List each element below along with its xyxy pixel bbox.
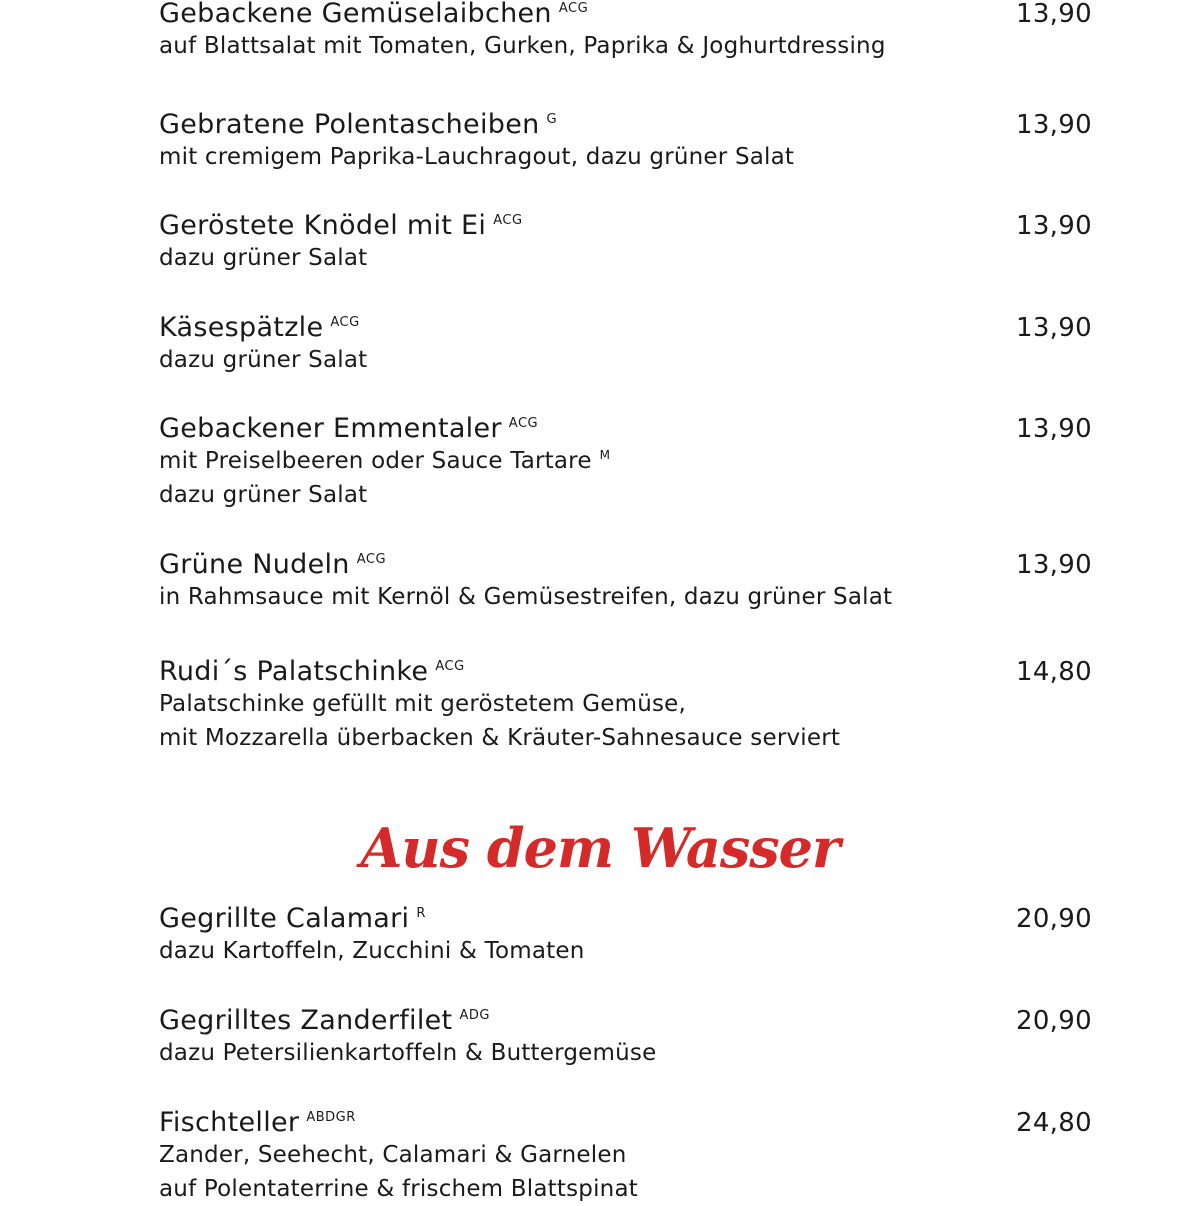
dish-name-text: Gebackene Gemüselaibchen (159, 0, 552, 29)
dish-description-text: dazu grüner Salat (159, 347, 368, 373)
dish-description (159, 241, 1099, 275)
dish-description-text: auf Blattsalat mit Tomaten, Gurken, Paprika & Joghurtdressing (159, 33, 886, 59)
allergen-codes: ACG (558, 1, 589, 16)
allergen-codes: ACG (493, 213, 523, 228)
dish-description-text: Palatschinke gefüllt mit geröstetem Gemüse, (159, 691, 687, 717)
dish-price: 24,80 (1016, 1108, 1092, 1138)
dish-description (159, 29, 1099, 63)
menu-item (159, 110, 1099, 174)
dish-name (159, 0, 1099, 29)
dish-description (159, 140, 1099, 174)
dish-description (159, 687, 1099, 721)
dish-description-text: in Rahmsauce mit Kernöl & Gemüsestreifen, dazu grüner Salat (159, 584, 893, 610)
dish-description-text: dazu Petersilienkartoffeln & Buttergemüse (159, 1040, 657, 1066)
allergen-codes: M (599, 448, 611, 463)
dish-description (159, 580, 1099, 614)
dish-name (159, 211, 1099, 241)
menu-item (159, 550, 1099, 614)
dish-name (159, 657, 1099, 687)
dish-description-text: Zander, Seehecht, Calamari & Garnelen (159, 1142, 627, 1168)
allergen-codes: ACG (330, 315, 360, 330)
dish-name-text: Käsespätzle (159, 312, 324, 343)
dish-price: 13,90 (1016, 550, 1092, 580)
menu-item (159, 1108, 1099, 1206)
dish-description-text: auf Polentaterrine & frischem Blattspinat (159, 1176, 638, 1202)
dish-price: 13,90 (1016, 313, 1092, 343)
dish-price: 14,80 (1016, 657, 1092, 687)
dish-description (159, 343, 1099, 377)
dish-name (159, 313, 1099, 343)
dish-description-text: mit Mozzarella überbacken & Kräuter-Sahnesauce serviert (159, 725, 841, 751)
dish-name-text: Gebratene Polentascheiben (159, 109, 540, 140)
dish-description (159, 721, 1099, 755)
dish-name-text: Grüne Nudeln (159, 549, 350, 580)
dish-description-text: mit Preiselbeeren oder Sauce Tartare (159, 448, 592, 474)
dish-description (159, 1138, 1099, 1172)
allergen-codes: ACG (435, 659, 465, 674)
dish-description-text: dazu Kartoffeln, Zucchini & Tomaten (159, 938, 585, 964)
menu-item (159, 414, 1099, 512)
dish-name-text: Geröstete Knödel mit Ei (159, 210, 487, 241)
dish-price: 13,90 (1016, 211, 1092, 241)
dish-name (159, 1006, 1099, 1036)
dish-name (159, 110, 1099, 140)
menu-item (159, 904, 1099, 968)
dish-description (159, 1172, 1099, 1206)
dish-price: 20,90 (1016, 904, 1092, 934)
dish-name-text: Fischteller (159, 1107, 300, 1138)
dish-description (159, 478, 1099, 512)
menu-item (159, 1006, 1099, 1070)
dish-description (159, 444, 1099, 478)
allergen-codes: G (546, 112, 558, 127)
dish-name-text: Gebackener Emmentaler (159, 413, 502, 444)
dish-price: 13,90 (1016, 0, 1092, 29)
dish-name-text: Rudi´s Palatschinke (159, 656, 429, 687)
menu-item (159, 657, 1099, 755)
allergen-codes: ACG (508, 416, 539, 431)
dish-name (159, 550, 1099, 580)
allergen-codes: ABDGR (306, 1110, 356, 1125)
dish-description (159, 1036, 1099, 1070)
allergen-codes: ADG (459, 1008, 490, 1023)
dish-name-text: Gegrillte Calamari (159, 903, 410, 934)
dish-description-text: dazu grüner Salat (159, 482, 368, 508)
dish-description (159, 934, 1099, 968)
dish-price: 13,90 (1016, 110, 1092, 140)
dish-price: 20,90 (1016, 1006, 1092, 1036)
dish-name (159, 1108, 1099, 1138)
allergen-codes: ACG (356, 552, 387, 567)
dish-name-text: Gegrilltes Zanderfilet (159, 1005, 453, 1036)
allergen-codes: R (416, 906, 426, 921)
dish-name (159, 414, 1099, 444)
dish-description-text: dazu grüner Salat (159, 245, 368, 271)
menu-item (159, 313, 1099, 377)
section-title-aus-dem-wasser: Aus dem Wasser (360, 816, 840, 880)
dish-description-text: mit cremigem Paprika-Lauchragout, dazu grüner Salat (159, 144, 795, 170)
dish-name (159, 904, 1099, 934)
dish-price: 13,90 (1016, 414, 1092, 444)
menu-item (159, 211, 1099, 275)
menu-item (159, 0, 1099, 63)
